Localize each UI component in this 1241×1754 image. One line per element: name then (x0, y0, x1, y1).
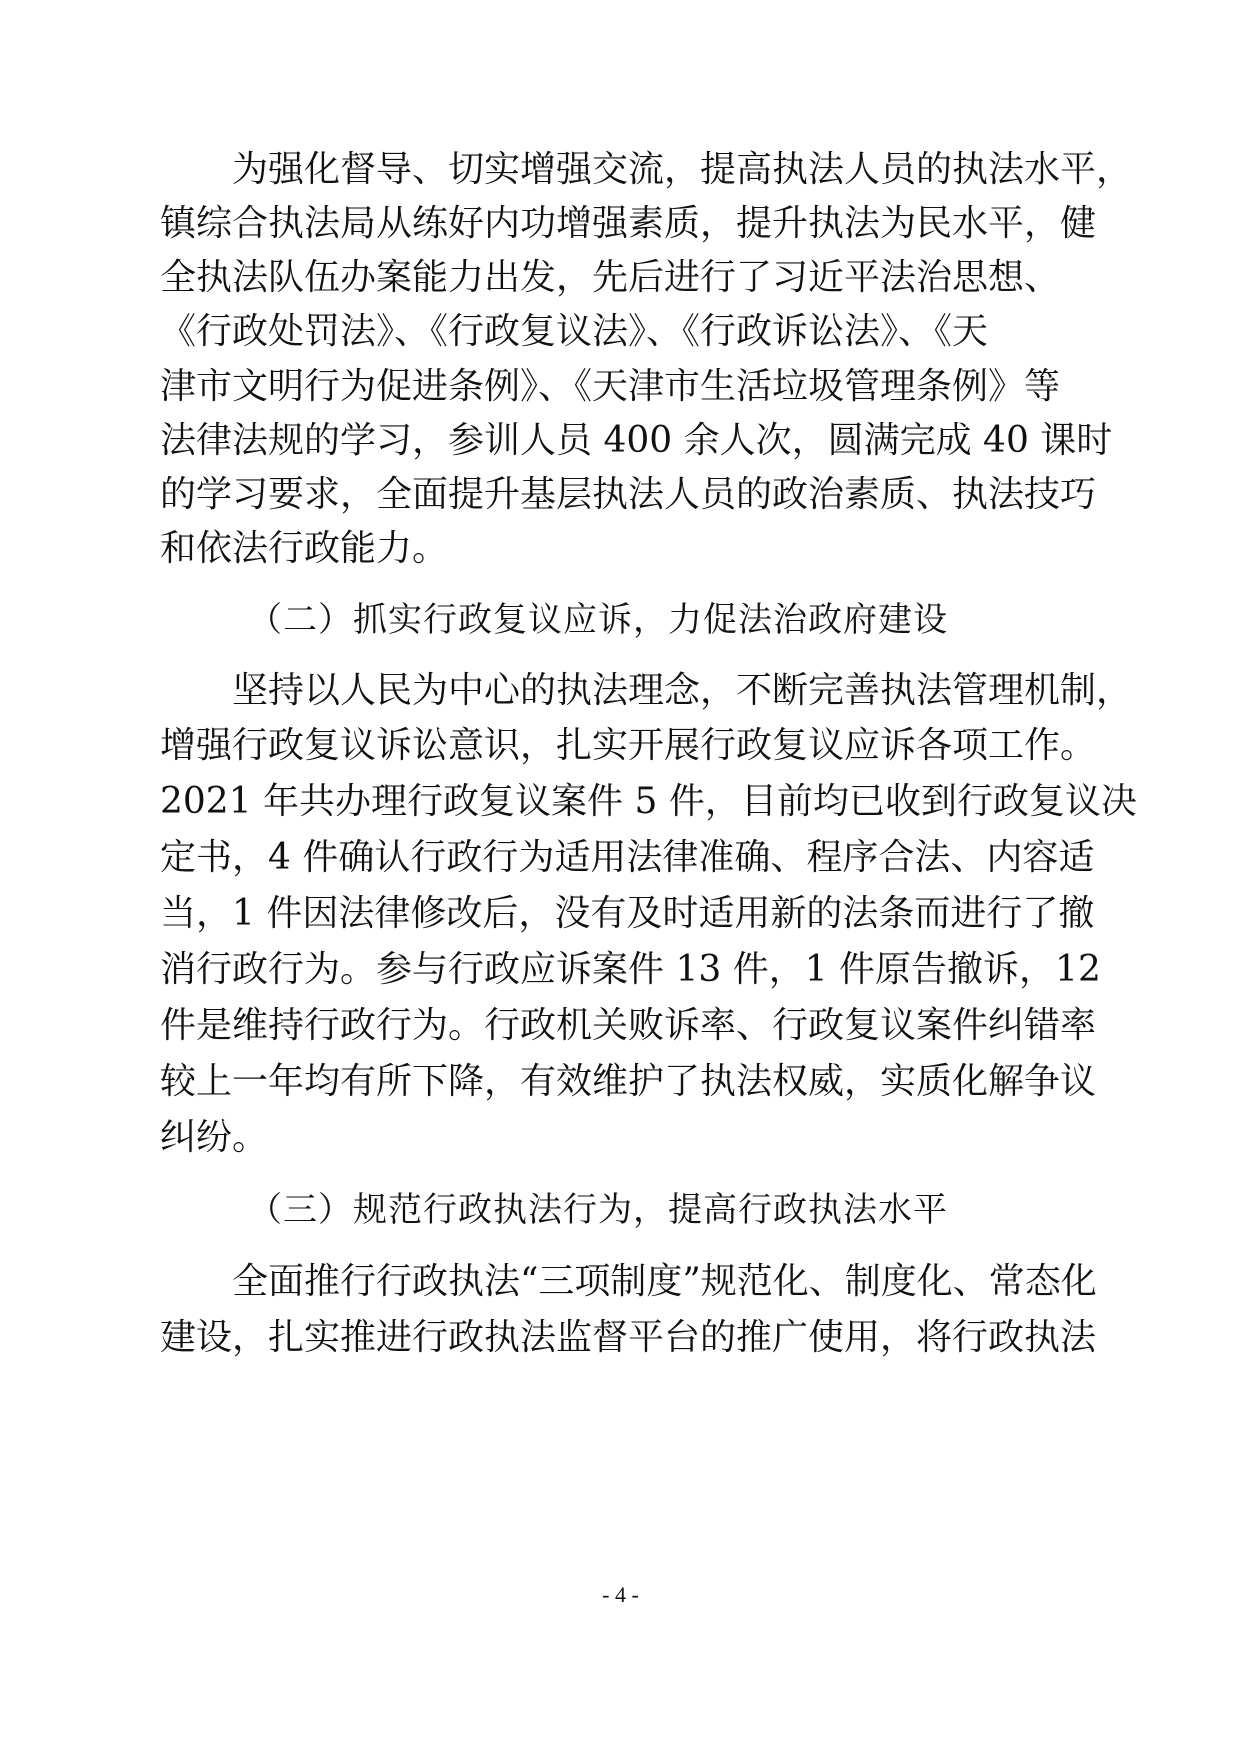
paragraph-1-line-2: 镇综合执法局从练好内功增强素质，提升执法为民水平，健 (160, 203, 1097, 244)
page-number: - 4 - (602, 1582, 639, 1607)
paragraph-1-line-7: 的学习要求，全面提升基层执法人员的政治素质、执法技巧 (160, 474, 1097, 515)
paragraph-2-line-7: 件是维持行政行为。行政机关败诉率、行政复议案件纠错率 (160, 1005, 1097, 1046)
paragraph-1-line-8: 和依法行政能力。 (160, 528, 449, 569)
paragraph-2-line-5: 当，1 件因法律修改后，没有及时适用新的法条而进行了撤 (160, 893, 1095, 934)
paragraph-2-line-9: 纠纷。 (160, 1117, 269, 1158)
paragraph-2-line-2: 增强行政复议诉讼意识，扎实开展行政复议应诉各项工作。 (160, 725, 1097, 766)
paragraph-1-line-4: 《行政处罚法》、《行政复议法》、《行政诉讼法》、《天 (160, 311, 989, 352)
paragraph-2-line-6: 消行政行为。参与行政应诉案件 13 件，1 件原告撤诉，12 (160, 949, 1101, 990)
paragraph-2-line-1: 坚持以人民为中心的执法理念，不断完善执法管理机制， (232, 670, 1133, 711)
paragraph-2-line-4: 定书，4 件确认行政行为适用法律准确、程序合法、内容适 (160, 837, 1095, 878)
paragraph-1-line-5: 津市文明行为促进条例》、《天津市生活垃圾管理条例》等 (160, 366, 1061, 407)
section-heading-3: （三）规范行政执法行为，提高行政执法水平 (248, 1190, 948, 1230)
section-heading-2: （二）抓实行政复议应诉，力促法治政府建设 (248, 600, 948, 640)
paragraph-3-line-1: 全面推行行政执法“三项制度”规范化、制度化、常态化 (232, 1261, 1097, 1302)
paragraph-2-line-3: 2021 年共办理行政复议案件 5 件，目前均已收到行政复议决 (160, 781, 1137, 822)
paragraph-2-line-8: 较上一年均有所下降，有效维护了执法权威，实质化解争议 (160, 1061, 1097, 1102)
paragraph-3-line-2: 建设，扎实推进行政执法监督平台的推广使用，将行政执法 (160, 1317, 1097, 1358)
paragraph-1-line-1: 为强化督导、切实增强交流，提高执法人员的执法水平， (232, 149, 1133, 190)
paragraph-1-line-6: 法律法规的学习，参训人员 400 余人次，圆满完成 40 课时 (160, 420, 1113, 461)
paragraph-1-line-3: 全执法队伍办案能力出发，先后进行了习近平法治思想、 (160, 257, 1061, 298)
